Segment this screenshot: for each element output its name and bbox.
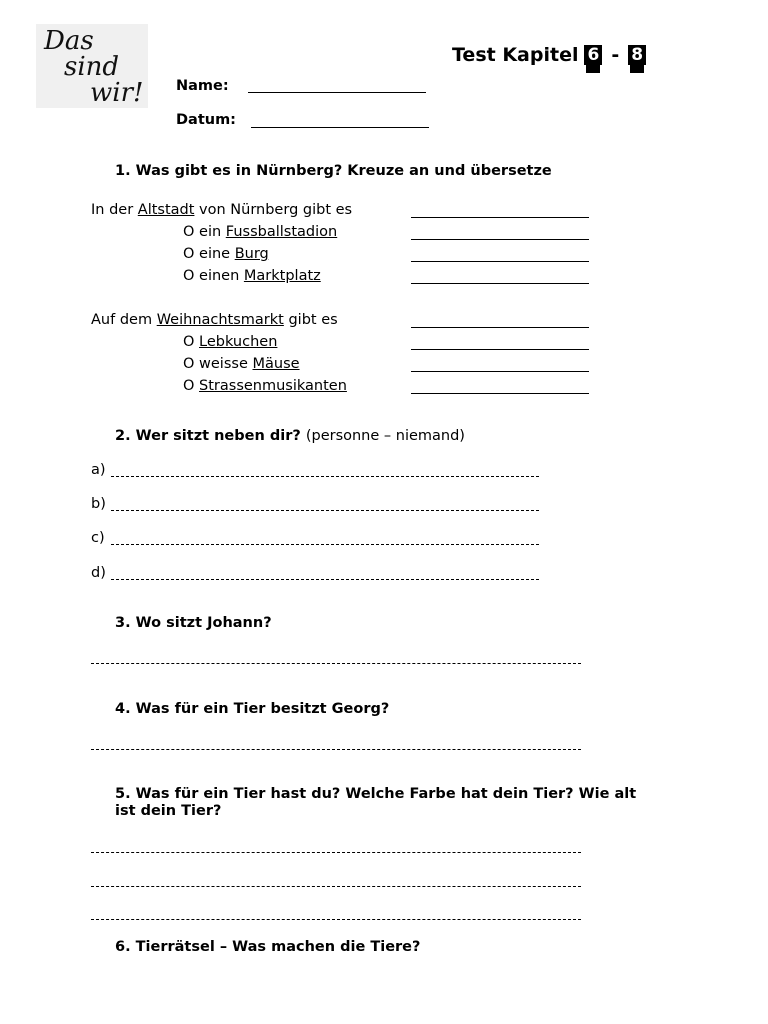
logo: [36, 24, 148, 108]
chapter-from-badge: 6: [584, 45, 602, 65]
question-4-heading: 4. Was für ein Tier besitzt Georg?: [115, 701, 390, 717]
altstadt-intro: [91, 201, 352, 219]
option-word: Strassenmusikanten: [199, 378, 347, 394]
answer-line-q5-2[interactable]: [91, 886, 581, 887]
name-label: Name:: [176, 78, 229, 94]
option-item[interactable]: [183, 223, 337, 241]
option-prefix: O ein: [183, 224, 222, 240]
page-title: [452, 43, 646, 67]
altstadt-word: Altstadt: [137, 202, 195, 218]
question-6-heading: 6. Tierrätsel – Was machen die Tiere?: [115, 939, 421, 955]
answer-label-a: a): [91, 462, 106, 478]
option-item[interactable]: [183, 333, 277, 351]
question-2-text: 2. Wer sitzt neben dir?: [115, 428, 301, 444]
question-1-heading: 1. Was gibt es in Nürnberg? Kreuze an und übersetze: [115, 163, 552, 179]
translation-line[interactable]: [411, 349, 589, 350]
translation-line[interactable]: [411, 371, 589, 372]
answer-line-d[interactable]: [111, 579, 539, 580]
option-item[interactable]: [183, 355, 300, 373]
logo-text-line1: Das: [44, 26, 94, 56]
option-item[interactable]: [183, 245, 269, 263]
translation-line[interactable]: [411, 261, 589, 262]
answer-line-q5-3[interactable]: [91, 919, 581, 920]
weihnachtsmarkt-intro-after: gibt es: [288, 312, 338, 328]
date-label: Datum:: [176, 112, 236, 128]
option-word: Fussballstadion: [225, 224, 338, 240]
option-prefix: O eine: [183, 246, 231, 262]
option-item[interactable]: [183, 377, 347, 395]
answer-label-c: c): [91, 530, 105, 546]
weihnachtsmarkt-intro: [91, 311, 338, 329]
answer-line-c[interactable]: [111, 544, 539, 545]
option-word: Burg: [234, 246, 269, 262]
logo-text-line2: sind: [64, 52, 120, 82]
name-field[interactable]: [248, 92, 426, 93]
chapter-to-badge: 8: [628, 45, 646, 65]
option-word: Mäuse: [252, 356, 300, 372]
altstadt-intro-before: In der: [91, 202, 134, 218]
question-2-hint: (personne – niemand): [305, 428, 465, 444]
option-prefix: O: [183, 378, 195, 394]
question-5-heading-line2: ist dein Tier?: [115, 803, 222, 819]
option-word: Lebkuchen: [199, 334, 278, 350]
answer-label-b: b): [91, 496, 106, 512]
answer-line-a[interactable]: [111, 476, 539, 477]
translation-line-weihnachtsmarkt[interactable]: [411, 327, 589, 328]
translation-line-altstadt[interactable]: [411, 217, 589, 218]
question-2-heading: [115, 427, 465, 445]
altstadt-intro-after: von Nürnberg gibt es: [199, 202, 353, 218]
translation-line[interactable]: [411, 393, 589, 394]
option-prefix: O: [183, 334, 195, 350]
answer-label-d: d): [91, 565, 106, 581]
date-field[interactable]: [251, 127, 429, 128]
question-5-heading-line1: 5. Was für ein Tier hast du? Welche Farbe hat dein Tier? Wie alt: [115, 786, 637, 802]
title-prefix: Test Kapitel: [452, 44, 579, 66]
option-prefix: O einen: [183, 268, 240, 284]
translation-line[interactable]: [411, 283, 589, 284]
answer-line-b[interactable]: [111, 510, 539, 511]
translation-line[interactable]: [411, 239, 589, 240]
title-separator: -: [611, 44, 620, 66]
answer-line-q4[interactable]: [91, 749, 581, 750]
weihnachtsmarkt-intro-before: Auf dem: [91, 312, 153, 328]
option-word: Marktplatz: [243, 268, 321, 284]
option-prefix: O weisse: [183, 356, 248, 372]
answer-line-q5-1[interactable]: [91, 852, 581, 853]
question-3-heading: 3. Wo sitzt Johann?: [115, 615, 272, 631]
option-item[interactable]: [183, 267, 321, 285]
logo-text-line3: wir!: [90, 78, 144, 108]
weihnachtsmarkt-word: Weihnachtsmarkt: [156, 312, 284, 328]
answer-line-q3[interactable]: [91, 663, 581, 664]
